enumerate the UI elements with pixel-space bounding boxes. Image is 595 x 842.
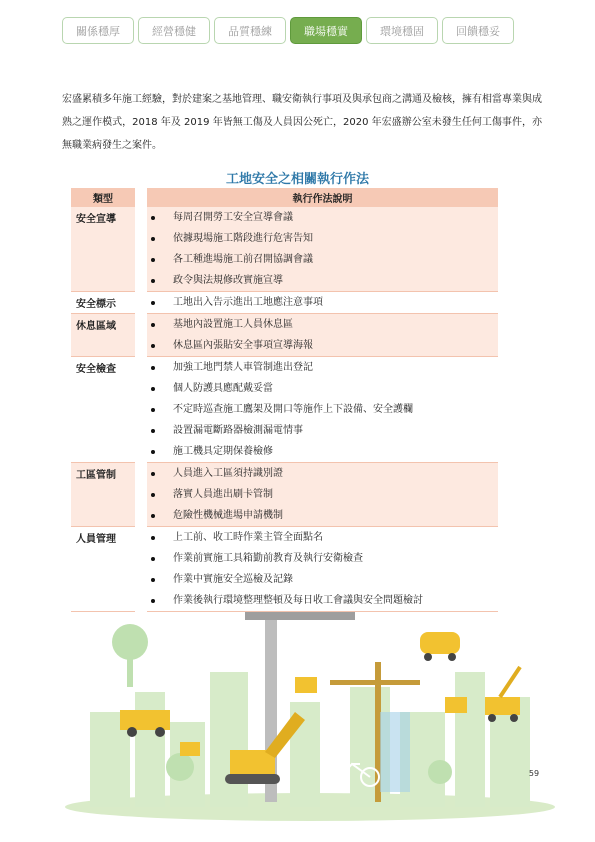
tab-operations[interactable]: 經營穩健	[138, 17, 210, 44]
category-cell: 安全宣導	[71, 207, 135, 292]
section-title: 工地安全之相關執行作法	[225, 172, 369, 187]
list-item: 依據現場施工階段進行危害告知	[147, 228, 498, 249]
items-cell	[147, 357, 498, 463]
tab-quality[interactable]: 品質穩練	[214, 17, 286, 44]
tab-bar	[62, 17, 514, 44]
list-item: 各工種進場施工前召開協調會議	[147, 249, 498, 270]
tab-relationship[interactable]: 關係穩厚	[62, 17, 134, 44]
tab-giving-back[interactable]: 回饋穩妥	[442, 17, 514, 44]
items-cell	[147, 527, 498, 612]
bullet-list	[147, 314, 498, 356]
items-cell	[147, 314, 498, 357]
items-cell	[147, 207, 498, 292]
table-row	[71, 292, 498, 314]
list-item: 落實人員進出刷卡管制	[147, 484, 498, 505]
safety-practices-table	[71, 188, 498, 612]
category-cell: 人員管理	[71, 527, 135, 612]
list-item: 加強工地門禁人車管制進出登記	[147, 357, 498, 378]
table-row	[71, 207, 498, 292]
mobile-crane-icon	[485, 667, 520, 722]
tab-workplace[interactable]: 職場穩實	[290, 17, 362, 44]
cement-mixer-icon	[420, 632, 460, 661]
category-cell: 安全標示	[71, 292, 135, 314]
list-item: 作業後執行環境整理整頓及每日收工會議與安全問題檢討	[147, 590, 498, 611]
list-item: 政令與法規修改實施宣導	[147, 270, 498, 291]
table-row	[71, 314, 498, 357]
list-item: 個人防護具應配戴妥當	[147, 378, 498, 399]
bullet-list	[147, 207, 498, 291]
bullet-list	[147, 357, 498, 462]
header-type: 類型	[71, 188, 135, 207]
list-item: 作業中實施安全巡檢及記錄	[147, 569, 498, 590]
list-item: 危險性機械進場申請機制	[147, 505, 498, 526]
construction-city-illustration	[60, 602, 560, 832]
category-cell: 工區管制	[71, 463, 135, 527]
list-item: 設置漏電斷路器檢測漏電情事	[147, 420, 498, 441]
page-number: 59	[528, 769, 540, 778]
header-description: 執行作法說明	[147, 188, 498, 207]
list-item: 工地出入告示進出工地應注意事項	[147, 292, 498, 313]
glass-building-icon	[380, 712, 410, 792]
bullet-list	[147, 463, 498, 526]
items-cell	[147, 292, 498, 314]
table-header-row	[71, 188, 498, 207]
intro-paragraph: 宏盛累積多年施工經驗，對於建案之基地管理、職安衛執行事項及與承包商之溝通及檢核，擁有相當專業與成熟之運作模式，2018 年及 2019 年皆無工傷及人員因公死亡，2020 年宏盛辦公室未發生任何工傷事件，亦無職業病發生之案件。	[62, 94, 542, 151]
list-item: 施工機具定期保養檢修	[147, 441, 498, 462]
table-row	[71, 357, 498, 463]
table-row	[71, 527, 498, 612]
list-item: 人員進入工區須持識別證	[147, 463, 498, 484]
list-item: 基地內設置施工人員休息區	[147, 314, 498, 335]
category-cell: 休息區域	[71, 314, 135, 357]
list-item: 每周召開勞工安全宣導會議	[147, 207, 498, 228]
tab-environment[interactable]: 環境穩固	[366, 17, 438, 44]
bullet-list	[147, 527, 498, 611]
list-item: 休息區內張貼安全事項宣導海報	[147, 335, 498, 356]
list-item: 上工前、收工時作業主管全面點名	[147, 527, 498, 548]
bullet-list	[147, 292, 498, 313]
table-row	[71, 463, 498, 527]
items-cell	[147, 463, 498, 527]
list-item: 不定時巡查施工鷹架及開口等施作上下設備、安全護欄	[147, 399, 498, 420]
list-item: 作業前實施工具箱勤前教育及執行安衛檢查	[147, 548, 498, 569]
category-cell: 安全檢查	[71, 357, 135, 463]
